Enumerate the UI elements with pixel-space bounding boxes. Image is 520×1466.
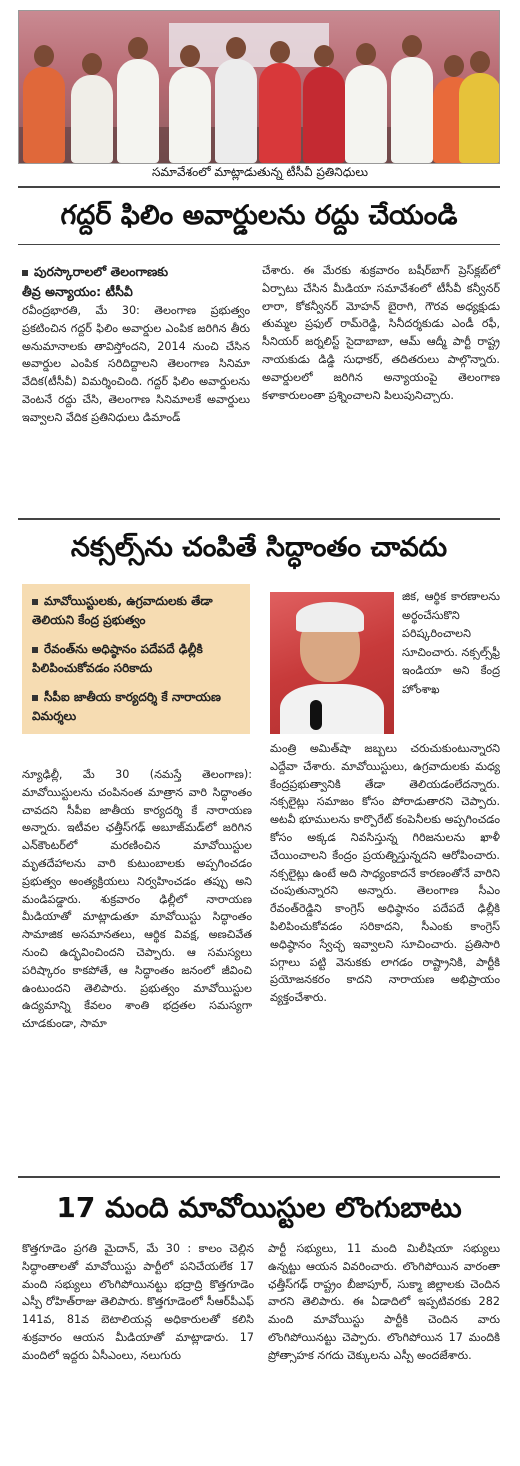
highlight-text: రేవంత్‌ను అధిష్ఠానం పదేపదే ఢిల్లీకి పిలిపించుకోవడం సరికాదు (32, 642, 203, 675)
article3-headline: 17 మంది మావోయిస్టుల లొంగుబాటు (56, 1191, 462, 1224)
highlight-item (32, 592, 244, 630)
highlights-box (22, 584, 250, 734)
article2-side-text: జిక, ఆర్థిక కారణాలను అర్థంచేసుకొని పరిష్కరించాలని సూచించారు. నక్సల్స్‌ఫ్రీ ఇండియా అని కేంద్ర హోంశాఖ (402, 590, 500, 696)
article1-col2 (262, 262, 500, 404)
bullet-icon (22, 270, 28, 276)
article2-col2 (270, 740, 500, 1007)
narayana-portrait (270, 592, 394, 734)
highlight-item (32, 688, 244, 726)
bullet-icon (32, 599, 38, 605)
article2-side-col (402, 588, 500, 699)
divider (18, 1176, 500, 1178)
article1-headline: గద్దర్ ఫిలిం అవార్డులను రద్దు చేయండి (60, 200, 458, 231)
article3-col1 (22, 1240, 254, 1365)
highlight-text: సీపీఐ జాతీయ కార్యదర్శి కే నారాయణ విమర్శలు (32, 690, 221, 723)
highlight-item (32, 640, 244, 678)
article1-col1 (22, 262, 250, 427)
article1-subhead-line1: పురస్కారాలలో తెలంగాణకు (34, 264, 169, 279)
highlight-text: మావోయిస్టులకు, ఉగ్రవాదులకు తేడా తెలియని కేంద్ర ప్రభుత్వం (32, 594, 213, 627)
divider (18, 518, 500, 520)
article1-subhead-line2: తీవ్ర అన్యాయం: టీసీవీ (22, 284, 133, 299)
article3-col2 (268, 1240, 500, 1365)
article2-body-col2: మంత్రి అమిత్‌షా జబ్బలు చరుచుకుంటున్నారని ఎద్దేవా చేశారు. మావోయిస్టులు, ఉగ్రవాదులకు మధ్య కేంద్రప్రభుత్వానికి తేడా తెలియడంలేదన్నారు. నక్సలైట్లు సమాజం కోసం పోరాడుతారని చెప్పారు. అటవీ భూములను కార్పొరేట్ కంపెనీలకు అప్పగించడం కోసం అక్కడ నివసిస్తున్న గిరిజనులను ఖాళీ చేయించాలని కేంద్రం ప్రయత్నిస్తున్నదని ఆరోపించారు. నక్సలైట్లు ఉంటే అది సాధ్యంకాదనే కారణంతోనే వారిని చంపుతున్నారని అన్నారు. తెలంగాణ సీఎం రేవంత్‌రెడ్డిని కాంగ్రెస్ అధిష్ఠానం పదేపదే ఢిల్లీకి పిలిపించుకోవడం సరికాదని, సీఎంకు కాంగ్రెస్ అధిష్ఠానం స్వేచ్ఛ ఇవ్వాలని సూచించారు. ప్రతిసారి పగ్గాలు పట్టి వెనుకకు లాగడం రాష్ట్రానికి, పార్టీకి ప్రయోజనకరం కాదని నారాయణ అభిప్రాయం వ్యక్తంచేశారు. (270, 742, 500, 1005)
divider (18, 244, 500, 245)
divider (18, 186, 500, 188)
article2-body-col1: న్యూఢిల్లీ, మే 30 (నమస్తే తెలంగాణ): మావోయిస్టులను చంపినంత మాత్రాన వారి సిద్ధాంతం చావదని సీపీఐ జాతీయ కార్యదర్శి కే నారాయణ అన్నారు. ఇటీవల ఛత్తీస్‌గఢ్ అబూజ్‌మడ్‌లో జరిగిన ఎన్‌కౌంటర్‌లో మరణించిన మావోయిస్టుల మృతదేహాలను వారి కుటుంబాలకు అప్పగించడం ప్రభుత్వం అంత్యక్రియలు నిర్వహించడం తప్పు అని మండిపడ్డారు. శుక్రవారం ఢిల్లీలో నారాయణ మీడియాతో మాట్లాడుతూ మావోయిస్టు సిద్ధాంతం సామాజిక అసమానతలు, ఆర్థిక వివక్ష, అణచివేత నుంచి ఉద్భవించిందని చెప్పారు. ఆ సమస్యలు పరిష్కారం కాకపోతే, ఆ సిద్ధాంతం జనంలో జీవించి ఉంటుందని తెలిపారు. ప్రభుత్వం మావోయిస్టుల ఉద్యమాన్ని కేవలం శాంతి భద్రతల సమస్యగా చూడకుండా, సామా (22, 768, 252, 1031)
article1-body-col2: చేశారు. ఈ మేరకు శుక్రవారం బషీర్‌బాగ్ ప్రెస్‌క్లబ్‌లో ఏర్పాటు చేసిన మీడియా సమావేశంలో టీసీవీ కన్వీనర్ లారా, కోకన్వీనర్ మోహన్ బైరాగి, గౌరవ అధ్యక్షుడు తుమ్మల ప్రఫుల్ రామ్‌రెడ్డి, సినీదర్శకుడు ఎండీ రఫీ, సీనియర్ జర్నలిస్ట్ సైదాబాబా, ఆమ్ ఆద్మీ పార్టీ రాష్ట్ర నాయకుడు డిడ్డి సుధాకర్, తదితరులు పాల్గొన్నారు. అవార్డులలో జరిగిన అన్యాయంపై తెలంగాణ కళాకారులంతా ప్రశ్నించాలని పిలుపునిచ్చారు. (262, 264, 500, 402)
article1-subhead (22, 262, 250, 282)
photo-caption: సమావేశంలో మాట్లాడుతున్న టీసీవీ ప్రతినిధులు (152, 165, 368, 179)
group-photo (18, 10, 500, 164)
article1-body-col1: రవీంద్రభారతి, మే 30: తెలంగాణ ప్రభుత్వం ప్రకటించిన గద్దర్ ఫిలిం అవార్డుల ఎంపిక జరిగిన తీరు అనుమానాలకు తావిస్తోందని, 2014 నుంచి చేసిన అవార్డుల ఎంపిక సరిదిద్దాలని తెలంగాణ సినిమా వేదిక(టీసీవీ) విమర్శించింది. గద్దర్ ఫిలిం అవార్డులను వెంటనే రద్దు చేసి, తెలంగాణ సినిమాలకే అవార్డులు ఇవ్వాలని వేదిక ప్రతినిధులు డిమాండ్ (22, 304, 250, 424)
bullet-icon (32, 647, 38, 653)
article2-col1 (22, 766, 252, 1033)
article2-headline: నక్సల్స్‌ను చంపితే సిద్ధాంతం చావదు (70, 532, 448, 563)
article3-body-col2: పార్టీ సభ్యులు, 11 మంది మిలీషియా సభ్యులు ఉన్నట్టు ఆయన వివరించారు. లొంగిపోయిన వారంతా ఛత్తీస్‌గఢ్ రాష్ట్రం బీజాపూర్, సుక్మా జిల్లాలకు చెందిన వారని తెలిపారు. ఈ ఏడాదిలో ఇప్పటివరకు 282 మంది మావోయిస్టు పార్టీకి చెందిన వారు లొంగిపోయినట్టు చెప్పారు. లొంగిపోయిన 17 మందికి ప్రోత్సాహక నగదు చెక్కులను ఎస్పీ అందజేశారు. (268, 1242, 500, 1362)
bullet-icon (32, 695, 38, 701)
article3-body-col1: కొత్తగూడెం ప్రగతి మైదాన్, మే 30 : కాలం చెల్లిన సిద్ధాంతాలతో మావోయిస్టు పార్టీలో పనిచేయలేక 17 మంది సభ్యులు లొంగిపోయినట్టు భద్రాద్రి కొత్తగూడెం ఎస్పీ రోహిత్‌రాజు తెలిపారు. కొత్తగూడెంలో సీఆర్‌పీఎఫ్ 141వ, 81వ బెటాలియన్ల అధికారులతో కలిసి శుక్రవారం ఆయన మీడియాతో మాట్లాడారు. 17 మందిలో ఇద్దరు ఏసీఎంలు, నలుగురు (22, 1242, 254, 1362)
